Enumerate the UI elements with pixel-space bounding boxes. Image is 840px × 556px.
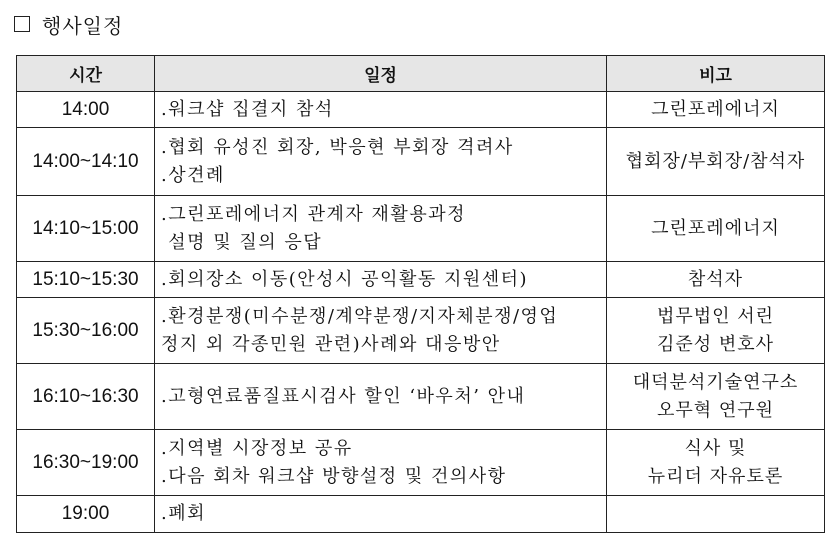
time-cell: 19:00 — [17, 496, 155, 533]
header-row — [17, 56, 825, 92]
note-line: 식사 및 — [684, 437, 747, 459]
note-cell — [607, 196, 825, 262]
time-cell: 15:30~16:00 — [17, 298, 155, 364]
schedule-cell — [155, 262, 607, 298]
note-line: 협회장/부회장/참석자 — [625, 150, 806, 172]
schedule-line: 설명 및 질의 응답 — [161, 231, 323, 253]
schedule-cell — [155, 298, 607, 364]
table-row — [17, 262, 825, 298]
note-line: 그린포레에너지 — [651, 217, 780, 239]
schedule-line: .다음 회차 워크샵 방향설정 및 건의사항 — [161, 465, 507, 487]
note-cell — [607, 496, 825, 533]
note-cell — [607, 364, 825, 430]
checkbox-icon — [14, 16, 30, 32]
note-line: 참석자 — [687, 268, 744, 290]
note-cell — [607, 128, 825, 196]
header-time: 시간 — [17, 56, 155, 92]
table-row — [17, 364, 825, 430]
time-cell: 15:10~15:30 — [17, 262, 155, 298]
note-cell — [607, 262, 825, 298]
schedule-line: 정지 외 각종민원 관련)사례와 대응방안 — [161, 333, 501, 355]
table-row — [17, 298, 825, 364]
schedule-line: .협회 유성진 회장, 박응현 부회장 격려사 — [161, 136, 514, 158]
note-line: 김준성 변호사 — [656, 333, 775, 355]
note-line: 뉴리더 자유토론 — [647, 465, 784, 487]
note-line: 그린포레에너지 — [651, 98, 780, 120]
section-title: 행사일정 — [42, 13, 124, 38]
note-cell — [607, 92, 825, 128]
schedule-cell — [155, 128, 607, 196]
header-note: 비고 — [607, 56, 825, 92]
note-cell — [607, 298, 825, 364]
time-cell: 14:00 — [17, 92, 155, 128]
table-row — [17, 92, 825, 128]
schedule-cell — [155, 496, 607, 533]
time-cell: 16:30~19:00 — [17, 430, 155, 496]
time-cell: 14:10~15:00 — [17, 196, 155, 262]
section-heading — [14, 10, 123, 38]
schedule-line: .회의장소 이동(안성시 공익활동 지원센터) — [161, 268, 529, 290]
schedule-table — [16, 55, 825, 533]
schedule-cell — [155, 430, 607, 496]
table-row — [17, 430, 825, 496]
header-schedule: 일정 — [155, 56, 607, 92]
time-cell: 14:00~14:10 — [17, 128, 155, 196]
schedule-line: .상견례 — [161, 164, 225, 186]
note-line: 대덕분석기술연구소 — [632, 371, 799, 393]
schedule-line: .고형연료품질표시검사 할인 ‘바우처’ 안내 — [161, 385, 526, 407]
table-row — [17, 128, 825, 196]
time-cell: 16:10~16:30 — [17, 364, 155, 430]
schedule-line: .워크샵 집결지 참석 — [161, 98, 334, 120]
table-row — [17, 496, 825, 533]
schedule-cell — [155, 196, 607, 262]
schedule-line: .그린포레에너지 관계자 재활용과정 — [161, 203, 466, 225]
note-line: 법무법인 서린 — [656, 305, 775, 327]
note-line: 오무혁 연구원 — [656, 399, 775, 421]
note-cell — [607, 430, 825, 496]
table-row — [17, 196, 825, 262]
schedule-line: .환경분쟁(미수분쟁/계약분쟁/지자체분쟁/영업 — [161, 305, 559, 327]
schedule-cell — [155, 364, 607, 430]
schedule-line: .지역별 시장정보 공유 — [161, 437, 353, 459]
schedule-line: .폐회 — [161, 503, 206, 524]
schedule-cell — [155, 92, 607, 128]
